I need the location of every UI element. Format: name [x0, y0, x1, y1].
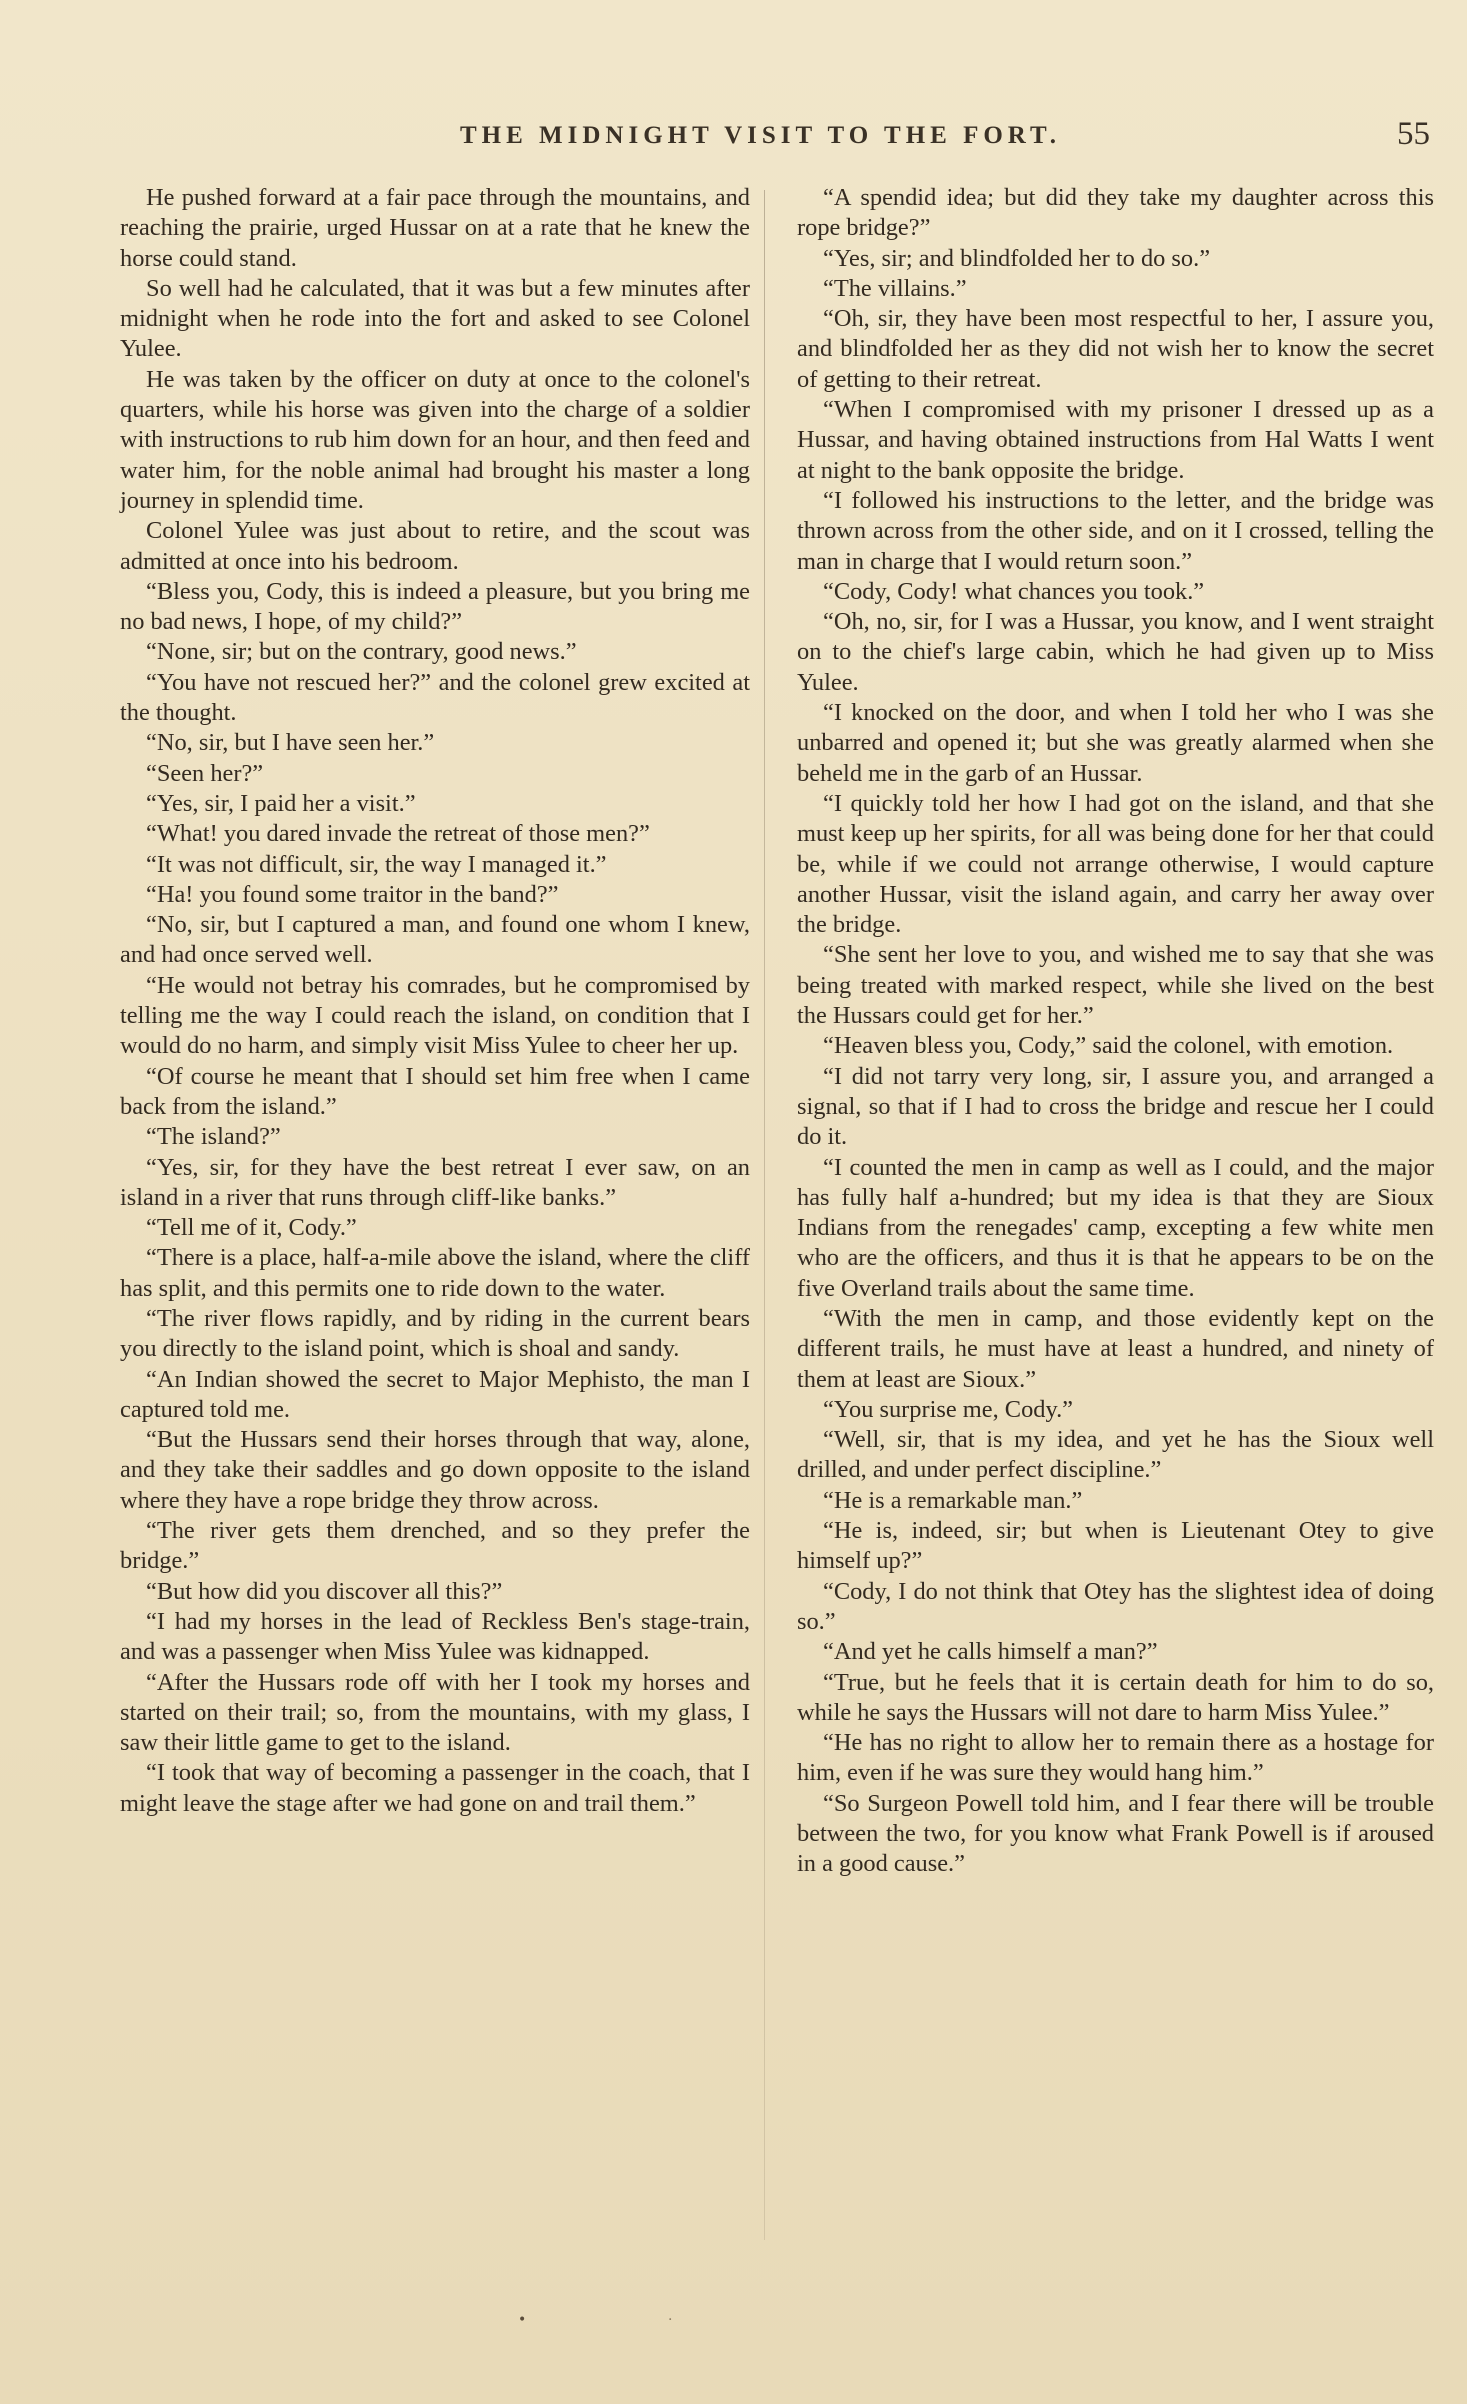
paragraph: “When I compromised with my prisoner I dressed up as a Hussar, and having obtained instructions from Hal Watts I went at night to the bank opposite the bridge. [797, 396, 1434, 484]
paragraph: “Yes, sir, I paid her a visit.” [146, 789, 416, 817]
paragraph: “I did not tarry very long, sir, I assure you, and arranged a signal, so that if I had to cross the bridge and rescue her I could do it. [797, 1062, 1434, 1151]
footer-mark: · [668, 2312, 673, 2328]
paragraph: “Yes, sir; and blindfolded her to do so.” [823, 244, 1211, 272]
right-column [797, 183, 1434, 1880]
paragraph: “I followed his instructions to the letter, and the bridge was thrown across from the other side, and on it I crossed, telling the man in charge that I would return soon.” [797, 486, 1434, 575]
page-header [100, 116, 1430, 162]
paragraph: “Of course he meant that I should set him free when I came back from the island.” [120, 1062, 750, 1120]
paragraph: So well had he calculated, that it was but a few minutes after midnight when he rode into the fort and asked to see Colonel Yulee. [120, 274, 750, 363]
paragraph: “Bless you, Cody, this is indeed a pleasure, but you bring me no bad news, I hope, of my child?” [120, 577, 750, 636]
running-title: THE MIDNIGHT VISIT TO THE FORT. [460, 122, 1062, 149]
footer-mark: • [518, 2312, 527, 2328]
paragraph: “I quickly told her how I had got on the island, and that she must keep up her spirits, for all was being done for her that could be, while if we could not arrange otherwise, I would capture another Hussar, visit the island again, and carry her away over the bridge. [797, 789, 1434, 939]
paragraph: He was taken by the officer on duty at once to the colonel's quarters, while his horse was given into the charge of a soldier with instructions to rub him down for an hour, and then feed and water him, for the noble animal had brought his master a long journey in splendid time. [120, 365, 750, 514]
paragraph: “True, but he feels that it is certain death for him to do so, while he says the Hussars will not dare to harm Miss Yulee.” [797, 1668, 1434, 1726]
paragraph: “I took that way of becoming a passenger in the coach, that I might leave the stage after we had gone on and trail them.” [120, 1759, 750, 1817]
paragraph: “The river flows rapidly, and by riding in the current bears you directly to the island point, which is shoal and sandy. [120, 1304, 750, 1363]
paragraph: “A spendid idea; but did they take my daughter across this rope bridge?” [797, 184, 1434, 242]
paragraph: “Cody, I do not think that Otey has the slightest idea of doing so.” [797, 1577, 1434, 1635]
paragraph: “With the men in camp, and those evidently kept on the different trails, he must have at least a hundred, and ninety of them at least are Sioux.” [797, 1304, 1434, 1393]
paragraph: “He would not betray his comrades, but he compromised by telling me the way I could reach the island, on condition that I would do no harm, and simply visit Miss Yulee to cheer her up. [120, 971, 750, 1060]
paragraph: “He is, indeed, sir; but when is Lieutenant Otey to give himself up?” [797, 1517, 1434, 1575]
paragraph: “He is a remarkable man.” [823, 1486, 1083, 1514]
paragraph: “Cody, Cody! what chances you took.” [823, 577, 1205, 605]
left-column [120, 183, 750, 1819]
paragraph: “But how did you discover all this?” [146, 1577, 503, 1605]
paragraph: “No, sir, but I captured a man, and found one whom I knew, and had once served well. [120, 911, 750, 969]
paragraph: “It was not difficult, sir, the way I managed it.” [146, 850, 607, 878]
paragraph: “So Surgeon Powell told him, and I fear there will be trouble between the two, for you know what Frank Powell is if aroused in a good cause.” [797, 1789, 1434, 1878]
paragraph: “An Indian showed the secret to Major Mephisto, the man I captured told me. [120, 1365, 750, 1423]
paragraph: “The island?” [146, 1123, 281, 1151]
paragraph: “Oh, sir, they have been most respectful to her, I assure you, and blindfolded her as they did not wish her to know the secret of getting to their retreat. [797, 305, 1434, 393]
paragraph: “Well, sir, that is my idea, and yet he has the Sioux well drilled, and under perfect discipline.” [797, 1426, 1434, 1484]
paragraph: He pushed forward at a fair pace through the mountains, and reaching the prairie, urged Hussar on at a rate that he knew the horse could stand. [120, 184, 750, 272]
column-divider [764, 190, 765, 2240]
paragraph: “After the Hussars rode off with her I took my horses and started on their trail; so, from the mountains, with my glass, I saw their little game to get to the island. [120, 1668, 750, 1757]
paragraph: “There is a place, half-a-mile above the island, where the cliff has split, and this permits one to ride down to the water. [120, 1244, 750, 1302]
paragraph: “What! you dared invade the retreat of those men?” [146, 820, 650, 848]
paragraph: “Tell me of it, Cody.” [146, 1214, 357, 1242]
paragraph: “None, sir; but on the contrary, good news.” [146, 638, 577, 666]
paragraph: “But the Hussars send their horses through that way, alone, and they take their saddles and go down opposite to the island where they have a rope bridge they throw across. [120, 1426, 750, 1514]
paragraph: “Oh, no, sir, for I was a Hussar, you know, and I went straight on to the chief's large cabin, which he had given up to Miss Yulee. [797, 608, 1434, 696]
page-number: 55 [1397, 116, 1430, 152]
paragraph: “Heaven bless you, Cody,” said the colonel, with emotion. [823, 1032, 1394, 1060]
paragraph: “She sent her love to you, and wished me to say that she was being treated with marked respect, while she lived on the best the Hussars could get for her.” [797, 941, 1434, 1030]
paragraph: “No, sir, but I have seen her.” [146, 729, 435, 757]
paragraph: “I knocked on the door, and when I told her who I was she unbarred and opened it; but she was greatly alarmed when she beheld me in the garb of an Hussar. [797, 699, 1434, 787]
paragraph: “You surprise me, Cody.” [823, 1395, 1073, 1423]
paragraph: “The river gets them drenched, and so they prefer the bridge.” [120, 1517, 750, 1575]
paragraph: “Yes, sir, for they have the best retreat I ever saw, on an island in a river that runs through cliff-like banks.” [120, 1153, 750, 1211]
paragraph: “He has no right to allow her to remain there as a hostage for him, even if he was sure they would hang him.” [797, 1729, 1434, 1787]
paragraph: “You have not rescued her?” and the colonel grew excited at the thought. [120, 668, 750, 727]
paragraph: “I counted the men in camp as well as I could, and the major has fully half a-hundred; but my idea is that they are Sioux Indians from the renegades' camp, excepting a few white men who are the officers, and thus it is that he appears to be on the five Overland trails about the same time. [797, 1153, 1434, 1302]
paragraph: “Seen her?” [146, 759, 264, 787]
paragraph: Colonel Yulee was just about to retire, and the scout was admitted at once into his bedroom. [120, 517, 750, 575]
paragraph: “And yet he calls himself a man?” [823, 1638, 1158, 1666]
paragraph: “The villains.” [823, 274, 967, 302]
paragraph: “I had my horses in the lead of Reckless Ben's stage-train, and was a passenger when Miss Yulee was kidnapped. [120, 1607, 750, 1666]
paragraph: “Ha! you found some traitor in the band?” [146, 880, 559, 908]
